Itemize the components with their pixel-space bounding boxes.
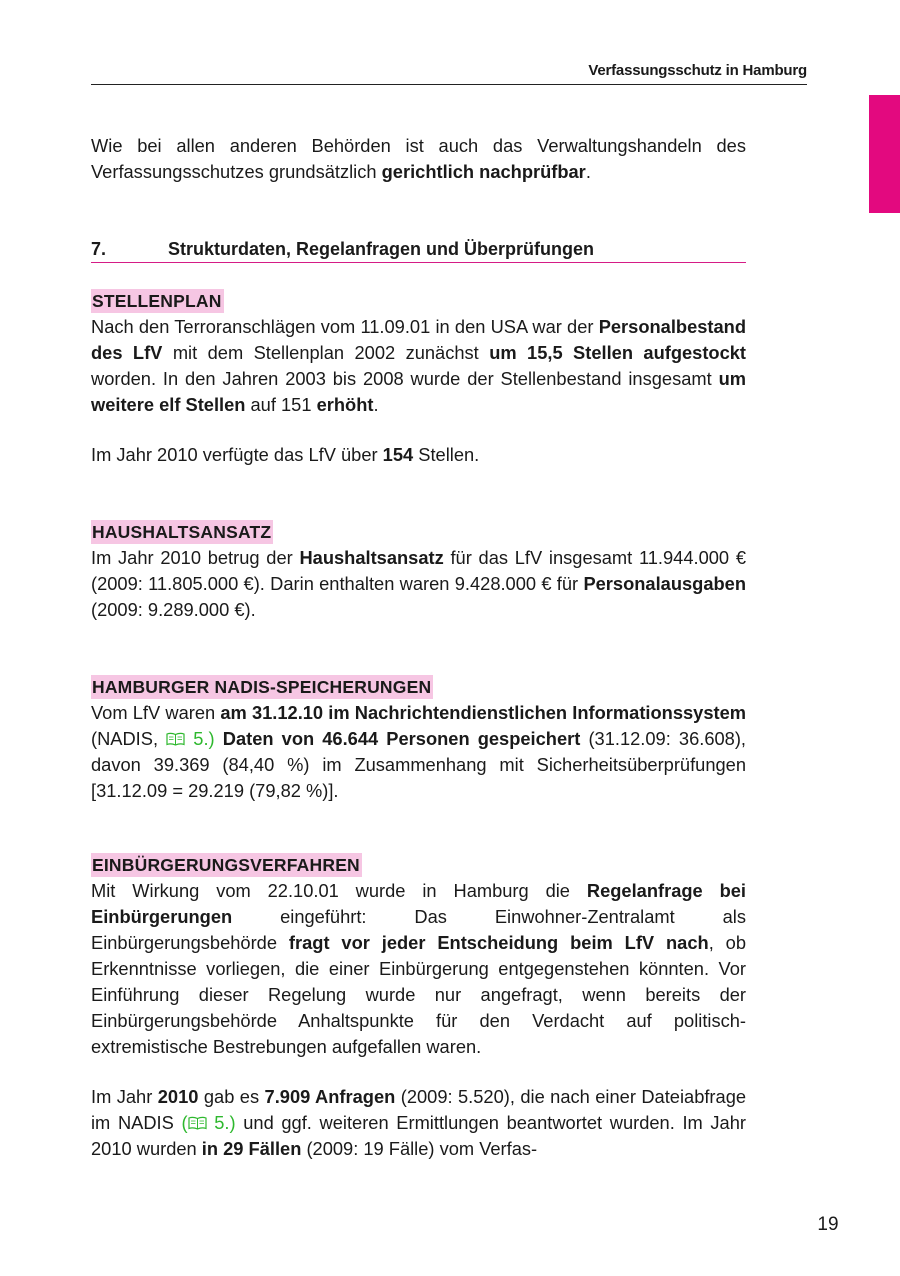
- nadis-paragraph: Vom LfV waren am 31.12.10 im Nachrichtendienstlichen Informationssystem (NADIS, 5.) Daten von 46.644 Personen gespeichert (31.12.09: 36.608), davon 39.369 (84,40 %) im Zusammenhang mit Sicherheitsüberprüfungen [31.12.09 = 29.219 (79,82 %)].: [91, 702, 746, 801]
- label-nadis: HAMBURGER NADIS-SPEICHERUNGEN: [92, 677, 432, 697]
- chapter-color-tab: [869, 95, 900, 213]
- cross-reference-link[interactable]: ( 5.): [181, 1112, 236, 1133]
- label-stellenplan: STELLENPLAN: [92, 291, 222, 311]
- einbuergerung-statistics-paragraph: Im Jahr 2010 gab es 7.909 Anfragen (2009: 5.520), die nach einer Dateiabfrage im NADIS ( 5.) und ggf. weiteren Ermittlungen beantwortet wurden. Im Jahr 2010 wurden in 29 Fällen (2009: 19 Fälle) vom Verfas-: [91, 1086, 747, 1159]
- cross-reference-link[interactable]: 5.): [166, 728, 214, 749]
- section-title: Strukturdaten, Regelanfragen und Überprüfungen: [168, 239, 595, 259]
- einbuergerung-paragraph: Mit Wirkung vom 22.10.01 wurde in Hamburg die Regelanfrage bei Einbürgerungen eingeführt: Das Einwohner-Zentralamt als Einbürgerungsbehörde fragt vor jeder Entscheidung beim LfV nach, ob Erkenntnisse vorliegen, die einer Einbürgerung entgegenstehen könnten. Vor Einführung dieser Regelung wurde nur angefragt, wenn bereits der Einbürgerungsbehörde Anhaltspunkte für den Verdacht auf politisch-extremistische Bestrebungen aufgefallen waren.: [91, 880, 747, 1057]
- page-number: 19: [817, 1214, 839, 1235]
- running-header-title: Verfassungsschutz in Hamburg: [91, 62, 807, 85]
- haushaltsansatz-paragraph: Im Jahr 2010 betrug der Haushaltsansatz für das LfV insgesamt 11.944.000 € (2009: 11.805.000 €). Darin enthalten waren 9.428.000 € für Personalausgaben (2009: 9.289.000 €).: [91, 547, 746, 620]
- section-heading: [91, 236, 746, 263]
- book-icon: [188, 1116, 207, 1130]
- book-icon: [166, 732, 185, 746]
- label-einbuergerung: EINBÜRGERUNGSVERFAHREN: [92, 855, 360, 875]
- intro-paragraph: Wie bei allen anderen Behörden ist auch das Verwaltungshandeln des Verfassungsschutzes grundsätzlich gerichtlich nachprüfbar.: [91, 135, 746, 182]
- stellenplan-count-paragraph: Im Jahr 2010 verfügte das LfV über 154 Stellen.: [91, 444, 480, 465]
- section-number: 7.: [91, 239, 107, 259]
- label-haushaltsansatz: HAUSHALTSANSATZ: [92, 522, 272, 542]
- stellenplan-paragraph: Nach den Terroranschlägen vom 11.09.01 in den USA war der Personalbestand des LfV mit dem Stellenplan 2002 zunächst um 15,5 Stellen aufgestockt worden. In den Jahren 2003 bis 2008 wurde der Stellenbestand insgesamt um weitere elf Stellen auf 151 erhöht.: [91, 316, 747, 415]
